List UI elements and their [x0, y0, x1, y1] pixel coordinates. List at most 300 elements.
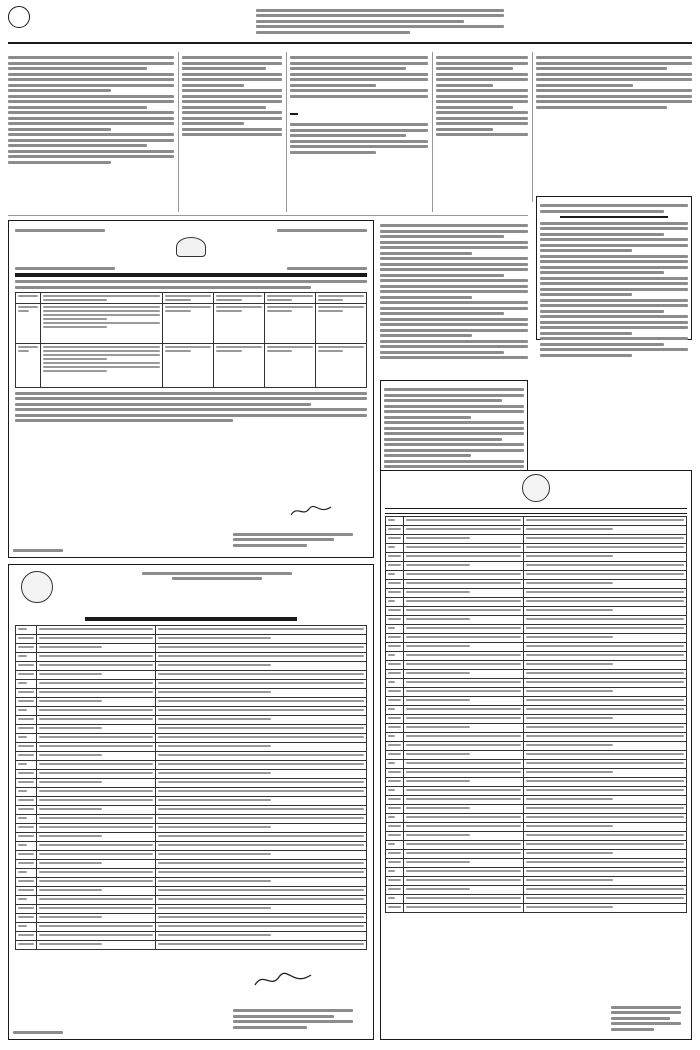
table-cell	[524, 607, 687, 616]
table-cell	[386, 859, 404, 868]
table-cell	[16, 662, 37, 671]
table-row	[386, 877, 687, 886]
table-cell	[386, 706, 404, 715]
table-cell	[524, 832, 687, 841]
table-row	[386, 562, 687, 571]
table-cell	[16, 833, 37, 842]
table-cell	[404, 904, 524, 913]
table-cell	[16, 752, 37, 761]
table-cell	[37, 815, 156, 824]
table-cell	[404, 859, 524, 868]
table-cell	[16, 626, 37, 635]
table-cell	[37, 626, 156, 635]
table-cell	[37, 671, 156, 680]
table-cell	[16, 806, 37, 815]
table-row	[16, 797, 367, 806]
table-cell	[156, 914, 367, 923]
table-cell	[156, 752, 367, 761]
table-cell	[524, 706, 687, 715]
table-cell	[156, 761, 367, 770]
table-cell	[37, 896, 156, 905]
table-cell	[524, 526, 687, 535]
table-row	[386, 652, 687, 661]
table-cell	[37, 869, 156, 878]
table-cell	[386, 625, 404, 634]
masthead-teaser-text	[256, 6, 504, 38]
table-cell	[524, 724, 687, 733]
table-cell	[16, 797, 37, 806]
table-cell	[386, 805, 404, 814]
table-cell	[386, 526, 404, 535]
table-cell	[16, 788, 37, 797]
table-cell	[156, 815, 367, 824]
table-cell	[404, 832, 524, 841]
table-cell	[404, 589, 524, 598]
table-row	[16, 635, 367, 644]
table-cell	[37, 644, 156, 653]
page-folio	[8, 6, 30, 28]
table-row	[16, 833, 367, 842]
article-barguna-murder	[536, 52, 692, 111]
table-cell	[386, 634, 404, 643]
table-cell	[386, 832, 404, 841]
table-cell	[37, 770, 156, 779]
article-body	[290, 56, 428, 98]
table-cell	[404, 706, 524, 715]
table-cell	[404, 625, 524, 634]
table-cell	[524, 517, 687, 526]
table-cell	[386, 895, 404, 904]
table-cell	[524, 868, 687, 877]
table-cell	[37, 707, 156, 716]
table-cell	[386, 616, 404, 625]
table-cell	[16, 653, 37, 662]
table-row	[386, 661, 687, 670]
table-cell	[16, 878, 37, 887]
table-cell	[404, 760, 524, 769]
table-row	[386, 904, 687, 913]
ansar-hospital-notice	[8, 564, 374, 1040]
table-cell	[16, 842, 37, 851]
table-cell	[524, 886, 687, 895]
table-cell	[386, 778, 404, 787]
table-row	[386, 787, 687, 796]
table-cell	[386, 643, 404, 652]
table-cell	[37, 842, 156, 851]
table-row	[386, 544, 687, 553]
table-cell	[404, 562, 524, 571]
table-cell	[156, 644, 367, 653]
table-cell	[404, 796, 524, 805]
table-cell	[386, 877, 404, 886]
table-cell	[16, 716, 37, 725]
table-row	[16, 689, 367, 698]
bpdb-signatory-block	[611, 1003, 681, 1033]
table-row	[386, 580, 687, 589]
table-row	[16, 743, 367, 752]
table-cell	[16, 860, 37, 869]
table-cell	[524, 598, 687, 607]
table-cell	[386, 670, 404, 679]
table-cell	[16, 779, 37, 788]
table-cell	[386, 661, 404, 670]
table-cell	[37, 923, 156, 932]
table-cell	[37, 878, 156, 887]
bapex-ad-code	[13, 546, 63, 554]
table-cell	[404, 877, 524, 886]
table-row	[386, 688, 687, 697]
table-cell	[404, 778, 524, 787]
table-cell	[37, 734, 156, 743]
table-cell	[16, 644, 37, 653]
table-cell	[386, 553, 404, 562]
table-cell	[404, 553, 524, 562]
table-cell	[524, 742, 687, 751]
table-cell	[524, 580, 687, 589]
ansar-logo	[21, 571, 53, 603]
table-cell	[524, 751, 687, 760]
table-cell	[386, 580, 404, 589]
table-cell	[156, 779, 367, 788]
table-cell	[404, 715, 524, 724]
table-row	[386, 850, 687, 859]
table-row	[386, 679, 687, 688]
table-cell	[386, 571, 404, 580]
table-cell	[37, 806, 156, 815]
table-cell	[156, 923, 367, 932]
table-cell	[386, 688, 404, 697]
table-cell	[386, 562, 404, 571]
table-cell	[37, 743, 156, 752]
table-cell	[404, 643, 524, 652]
table-cell	[524, 715, 687, 724]
table-row	[16, 905, 367, 914]
table-cell	[37, 752, 156, 761]
table-cell	[404, 679, 524, 688]
table-cell	[404, 670, 524, 679]
table-cell	[524, 562, 687, 571]
masthead	[8, 6, 692, 44]
table-cell	[386, 769, 404, 778]
table-cell	[524, 904, 687, 913]
table-cell	[156, 878, 367, 887]
table-cell	[404, 688, 524, 697]
table-cell	[386, 904, 404, 913]
table-row	[386, 760, 687, 769]
ansar-ad-code	[13, 1028, 63, 1036]
table-row	[16, 626, 367, 635]
table-cell	[156, 635, 367, 644]
table-cell	[156, 842, 367, 851]
bpdb-tender-notice	[380, 470, 692, 1040]
bapex-logo	[176, 237, 206, 257]
article-body	[436, 56, 528, 136]
table-row	[386, 571, 687, 580]
table-row	[386, 706, 687, 715]
table-cell	[16, 887, 37, 896]
table-cell	[37, 914, 156, 923]
table-cell	[404, 544, 524, 553]
table-row	[16, 824, 367, 833]
table-cell	[524, 796, 687, 805]
table-cell	[16, 698, 37, 707]
table-cell	[524, 670, 687, 679]
table-cell	[16, 770, 37, 779]
article-body	[380, 224, 528, 359]
table-cell	[404, 733, 524, 742]
table-cell	[404, 868, 524, 877]
table-row	[386, 724, 687, 733]
table-cell	[404, 535, 524, 544]
table-cell	[16, 761, 37, 770]
table-row	[386, 598, 687, 607]
table-cell	[156, 932, 367, 941]
table-cell	[524, 661, 687, 670]
table-row	[386, 535, 687, 544]
court-notice	[536, 196, 692, 340]
table-cell	[156, 626, 367, 635]
table-row	[16, 815, 367, 824]
table-cell	[404, 787, 524, 796]
table-cell	[386, 724, 404, 733]
table-cell	[156, 671, 367, 680]
table-cell	[404, 805, 524, 814]
article-body	[536, 56, 692, 109]
table-cell	[386, 886, 404, 895]
table-cell	[524, 769, 687, 778]
table-cell	[386, 589, 404, 598]
table-cell	[16, 896, 37, 905]
table-cell	[386, 652, 404, 661]
table-cell	[156, 725, 367, 734]
table-row	[16, 842, 367, 851]
table-row	[16, 851, 367, 860]
table-cell	[404, 652, 524, 661]
table-row	[386, 589, 687, 598]
table-cell	[386, 742, 404, 751]
table-cell	[37, 689, 156, 698]
table-cell	[37, 887, 156, 896]
table-row	[16, 914, 367, 923]
table-cell	[386, 607, 404, 616]
table-cell	[404, 697, 524, 706]
table-cell	[524, 805, 687, 814]
table-cell	[404, 742, 524, 751]
table-row	[386, 634, 687, 643]
table-cell	[16, 914, 37, 923]
table-cell	[524, 616, 687, 625]
table-row	[16, 644, 367, 653]
table-cell	[156, 824, 367, 833]
table-row	[386, 625, 687, 634]
table-cell	[37, 833, 156, 842]
table-cell	[404, 571, 524, 580]
table-row	[386, 733, 687, 742]
table-cell	[386, 598, 404, 607]
ansar-tender-table	[15, 625, 367, 950]
table-cell	[16, 725, 37, 734]
bpdb-tender-table	[385, 516, 687, 913]
table-cell	[524, 553, 687, 562]
table-cell	[524, 787, 687, 796]
table-cell	[16, 734, 37, 743]
table-cell	[386, 868, 404, 877]
table-row	[16, 716, 367, 725]
table-cell	[16, 635, 37, 644]
table-row	[386, 841, 687, 850]
table-cell	[386, 679, 404, 688]
table-cell	[37, 824, 156, 833]
table-row	[386, 859, 687, 868]
table-row	[386, 643, 687, 652]
table-cell	[37, 725, 156, 734]
bapex-signatory-block	[233, 530, 353, 549]
table-cell	[404, 661, 524, 670]
table-cell	[16, 707, 37, 716]
table-cell	[386, 751, 404, 760]
table-row	[16, 752, 367, 761]
table-cell	[524, 652, 687, 661]
bapex-tender-notice	[8, 220, 374, 558]
table-cell	[404, 769, 524, 778]
table-row	[16, 725, 367, 734]
table-row	[16, 923, 367, 932]
table-cell	[386, 850, 404, 859]
table-row	[386, 778, 687, 787]
table-cell	[404, 598, 524, 607]
table-cell	[37, 662, 156, 671]
table-cell	[524, 850, 687, 859]
table-cell	[386, 823, 404, 832]
table-row	[16, 887, 367, 896]
table-cell	[37, 653, 156, 662]
table-cell	[404, 634, 524, 643]
table-cell	[404, 823, 524, 832]
table-row	[16, 770, 367, 779]
table-row	[386, 751, 687, 760]
table-cell	[524, 823, 687, 832]
table-cell	[156, 896, 367, 905]
table-cell	[386, 760, 404, 769]
table-cell	[156, 707, 367, 716]
table-cell	[156, 833, 367, 842]
article-police-attack	[8, 52, 174, 166]
table-row	[386, 886, 687, 895]
table-cell	[37, 761, 156, 770]
table-cell	[37, 698, 156, 707]
table-cell	[386, 517, 404, 526]
bapex-notice-title	[15, 273, 367, 277]
table-row	[16, 932, 367, 941]
table-row	[386, 553, 687, 562]
table-cell	[156, 716, 367, 725]
table-cell	[156, 653, 367, 662]
table-row	[16, 941, 367, 950]
table-cell	[404, 886, 524, 895]
table-cell	[404, 607, 524, 616]
table-cell	[37, 941, 156, 950]
table-cell	[386, 715, 404, 724]
table-cell	[404, 751, 524, 760]
table-row	[386, 814, 687, 823]
table-cell	[404, 580, 524, 589]
table-row	[386, 742, 687, 751]
table-cell	[37, 788, 156, 797]
table-cell	[37, 716, 156, 725]
table-cell	[524, 814, 687, 823]
table-cell	[524, 589, 687, 598]
table-cell	[156, 662, 367, 671]
table-cell	[16, 869, 37, 878]
table-cell	[16, 815, 37, 824]
table-row	[386, 769, 687, 778]
table-row	[16, 671, 367, 680]
table-cell	[524, 895, 687, 904]
table-cell	[16, 851, 37, 860]
table-cell	[37, 851, 156, 860]
table-cell	[16, 824, 37, 833]
article-body	[182, 56, 282, 136]
article-bhola-fair	[436, 52, 528, 139]
table-cell	[404, 724, 524, 733]
table-row	[16, 860, 367, 869]
table-row	[16, 662, 367, 671]
table-cell	[404, 895, 524, 904]
table-cell	[524, 778, 687, 787]
article-gas-cylinder	[182, 52, 282, 139]
table-cell	[404, 526, 524, 535]
table-cell	[404, 814, 524, 823]
table-cell	[524, 535, 687, 544]
table-cell	[37, 779, 156, 788]
table-cell	[386, 841, 404, 850]
table-cell	[386, 796, 404, 805]
table-cell	[37, 635, 156, 644]
article-tag	[290, 113, 298, 115]
table-cell	[16, 932, 37, 941]
table-cell	[524, 643, 687, 652]
table-cell	[404, 517, 524, 526]
table-cell	[156, 887, 367, 896]
table-row	[16, 788, 367, 797]
table-cell	[386, 535, 404, 544]
table-row	[386, 895, 687, 904]
table-cell	[37, 860, 156, 869]
table-cell	[524, 841, 687, 850]
table-cell	[404, 841, 524, 850]
table-cell	[156, 770, 367, 779]
ansar-signature	[253, 969, 313, 991]
table-cell	[524, 544, 687, 553]
table-row	[386, 697, 687, 706]
table-cell	[156, 905, 367, 914]
table-row	[16, 878, 367, 887]
table-row	[16, 806, 367, 815]
table-row	[16, 779, 367, 788]
table-cell	[156, 860, 367, 869]
ansar-notice-band	[85, 617, 297, 621]
table-cell	[16, 680, 37, 689]
table-cell	[524, 733, 687, 742]
table-row	[386, 607, 687, 616]
table-cell	[156, 743, 367, 752]
table-cell	[16, 671, 37, 680]
ansar-signatory-block	[233, 1007, 353, 1032]
table-cell	[524, 634, 687, 643]
table-row	[386, 616, 687, 625]
table-cell	[16, 689, 37, 698]
table-row	[16, 734, 367, 743]
